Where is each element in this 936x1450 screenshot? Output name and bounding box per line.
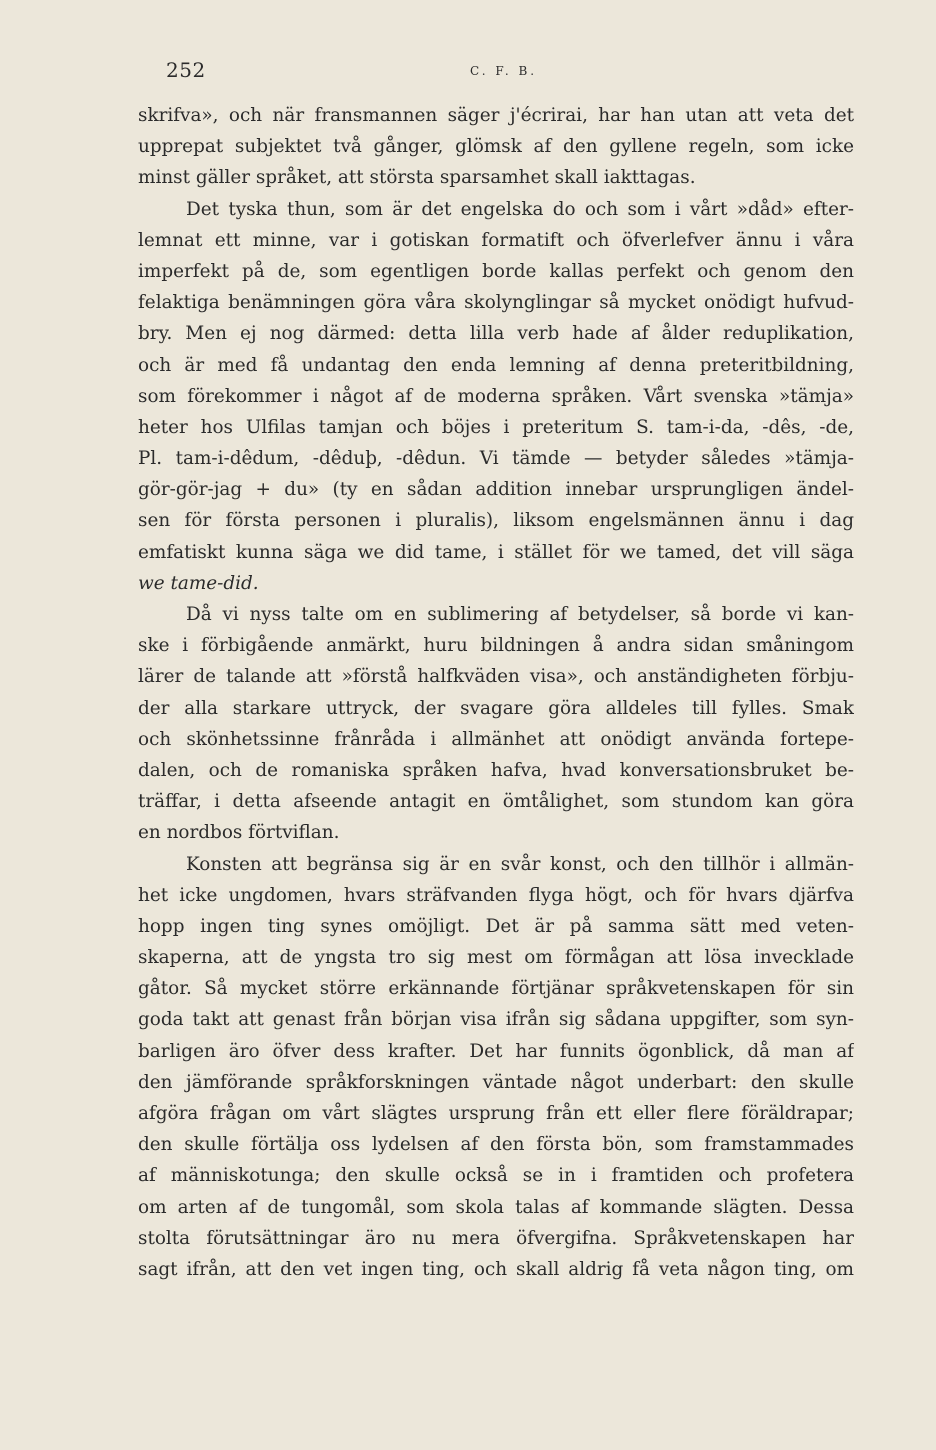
text-line: skaperna, att de yngsta tro sig mest om förmågan att lösa invecklade [138, 947, 854, 969]
text-line: skrifva», och när fransmannen säger j'écrirai, har han utan att veta det [138, 105, 854, 126]
text-line: upprepat subjektet två gånger, glömsk af den gyllene regeln, som icke [138, 136, 854, 158]
text-line: gåtor. Så mycket större erkännande förtjänar språkvetenskapen för sin [138, 978, 854, 1000]
text-line: ske i förbigående anmärkt, huru bildningen å andra sidan småningom [138, 635, 854, 657]
text-line: som förekommer i något af de moderna språken. Vårt svenska »tämja» [138, 385, 854, 407]
text-line: imperfekt på de, som egentligen borde kallas perfekt och genom den [138, 260, 854, 282]
text-line: goda takt att genast från början visa ifrån sig sådana uppgifter, som syn- [138, 1009, 854, 1031]
text-line: emfatiskt kunna säga we did tame, i stället för we tamed, det vill säga [138, 541, 854, 563]
text-line: träffar, i detta afseende antagit en ömtålighet, som stundom kan göra [138, 791, 854, 813]
text-line: lemnat ett minne, var i gotiskan formatift och öfverlefver ännu i våra [138, 229, 854, 251]
text-line: der alla starkare uttryck, der svagare göra alldeles till fylles. Smak [138, 697, 854, 719]
text-line: heter hos Ulfilas tamjan och böjes i preteritum S. tam-i-da, -dês, -de, [138, 416, 854, 438]
text-line: och är med få undantag den enda lemning af denna preteritbildning, [138, 354, 854, 376]
text-line: Konsten att begränsa sig är en svår konst, och den tillhör i allmän- [186, 853, 854, 875]
text-line: afgöra frågan om vårt slägtes ursprung från ett eller flere föräldrapar; [138, 1103, 854, 1124]
text-line: lärer de talande att »förstå halfkväden visa», och anständigheten förbju- [138, 666, 854, 688]
text-line: Då vi nyss talte om en sublimering af betydelser, så borde vi kan- [186, 604, 854, 625]
page-number: 252 [166, 58, 206, 82]
text-line: we tame-did. [138, 572, 259, 594]
text-line: och skönhetssinne frånråda i allmänhet att onödigt använda fortepe- [138, 728, 854, 750]
text-line: af människotunga; den skulle också se in i framtiden och profetera [138, 1165, 854, 1187]
text-line: en nordbos förtviflan. [138, 822, 340, 844]
text-line: den skulle förtälja oss lydelsen af den första bön, som framstammades [138, 1134, 854, 1156]
text-line: barligen äro öfver dess krafter. Det har funnits ögonblick, då man af [138, 1040, 854, 1062]
text-line: om arten af de tungomål, som skola talas af kommande slägten. Dessa [138, 1196, 854, 1218]
text-line: sagt ifrån, att den vet ingen ting, och skall aldrig få veta någon ting, om [138, 1258, 854, 1280]
text-line: minst gäller språket, att största sparsamhet skall iakttagas. [138, 167, 696, 189]
text-line: sen för första personen i pluralis), liksom engelsmännen ännu i dag [138, 510, 854, 532]
text-line: het icke ungdomen, hvars sträfvanden flyga högt, och för hvars djärfva [138, 884, 854, 906]
text-line: stolta förutsättningar äro nu mera öfvergifna. Språkvetenskapen har [138, 1227, 854, 1249]
text-line: bry. Men ej nog därmed: detta lilla verb hade af ålder reduplikation, [138, 323, 854, 345]
body-text [138, 100, 854, 1285]
text-line: hopp ingen ting synes omöjligt. Det är på samma sätt med veten- [138, 915, 854, 937]
text-line: den jämförande språkforskningen väntade något underbart: den skulle [138, 1071, 854, 1093]
text-line: dalen, och de romaniska språken hafva, hvad konversationsbruket be- [138, 759, 854, 781]
text-line: felaktiga benämningen göra våra skolynglingar så mycket onödigt hufvud- [138, 292, 854, 314]
text-line: gör-gör-jag + du» (ty en sådan addition innebar ursprungligen ändel- [138, 479, 854, 501]
running-head: C. F. B. [470, 64, 538, 78]
text-line: Det tyska thun, som är det engelska do och som i vårt »dåd» efter- [186, 198, 854, 220]
page-header [166, 58, 856, 88]
text-line: Pl. tam-i-dêdum, -dêduþ, -dêdun. Vi tämde — betyder således »tämja- [138, 448, 854, 470]
